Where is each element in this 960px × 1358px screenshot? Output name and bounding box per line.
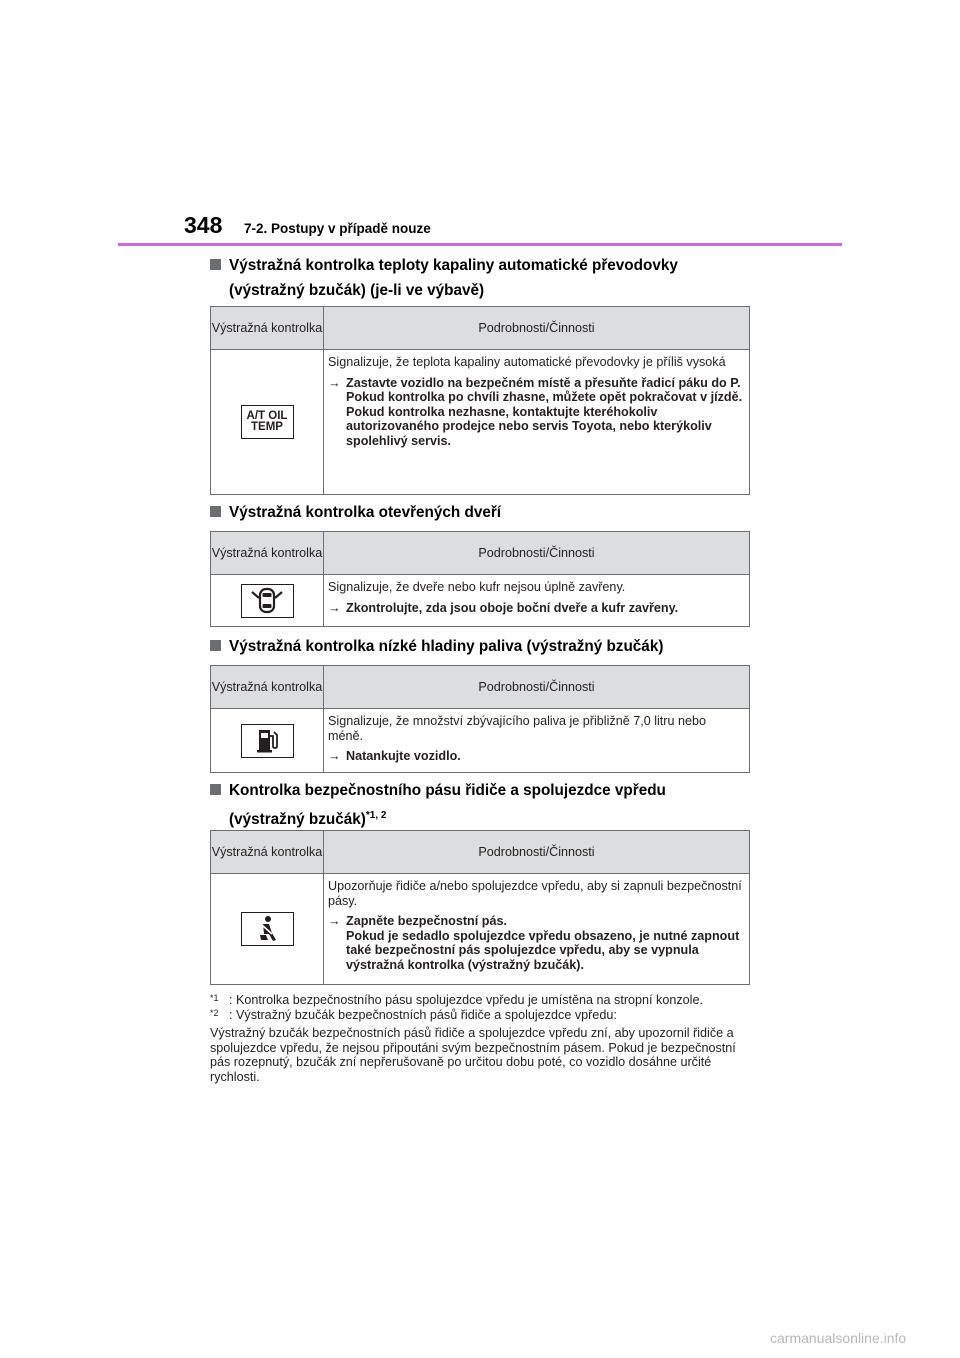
warning-table-seatbelt — [210, 830, 750, 985]
arrow-icon: → — [328, 914, 341, 928]
warning-table-open-door — [210, 531, 750, 627]
warning-table-at-oil — [210, 306, 750, 495]
bullet-square-icon — [210, 640, 221, 651]
bullet-square-icon — [210, 259, 221, 270]
details-cell — [324, 575, 750, 627]
arrow-icon: → — [328, 749, 341, 763]
open-door-icon — [241, 584, 294, 618]
footnote-text: : Kontrolka bezpečnostního pásu spolujezdce vpředu je umístěna na stropní konzole. — [229, 993, 703, 1007]
footnote — [210, 1008, 755, 1023]
action-text — [328, 601, 743, 616]
description-text: Upozorňuje řidiče a/nebo spolujezdce vpředu, aby si zapnuli bezpečnostní pásy. — [328, 879, 742, 908]
column-header-details: Podrobnosti/Činnosti — [324, 831, 750, 874]
icon-cell — [211, 575, 324, 627]
section-heading-seatbelt — [210, 778, 770, 832]
body-paragraph: Výstražný bzučák bezpečnostních pásů řidiče a spolujezdce vpředu zní, aby upozornil řidiče a spolujezdce vpředu, že nejsou připoutáni svým bezpečnostním pásem. Pokud je bezpečnostní pás rozepnutý, bzučák zní nepřerušovaně po určitou dobu poté, co vozidlo dosáhne určité rychlosti. — [210, 1026, 736, 1084]
icon-cell — [211, 709, 324, 773]
description-text: Signalizuje, že teplota kapaliny automatické převodovky je příliš vysoká — [328, 355, 726, 369]
action-text — [328, 914, 743, 972]
chapter-title: 7-2. Postupy v případě nouze — [244, 221, 431, 236]
footnote-reference: *1, 2 — [365, 810, 387, 821]
heading-line: Výstražná kontrolka teploty kapaliny automatické převodovky — [229, 257, 678, 274]
description-text: Signalizuje, že množství zbývajícího paliva je přibližně 7,0 litru nebo méně. — [328, 714, 707, 743]
column-header-light: Výstražná kontrolka — [211, 666, 324, 709]
heading-line — [210, 803, 770, 832]
icon-text: TEMP — [251, 421, 283, 433]
header-rule — [118, 243, 842, 246]
arrow-icon: → — [328, 600, 341, 615]
action-line: Natankujte vozidlo. — [346, 749, 461, 763]
column-header-light: Výstražná kontrolka — [211, 532, 324, 575]
action-line: Pokud je sedadlo spolujezdce vpředu obsazeno, je nutné zapnout také bezpečnostní pás spolujezdce vpředu, aby se vypnula výstražná kontrolka (výstražný bzučák). — [346, 928, 740, 972]
arrow-icon: → — [328, 375, 341, 390]
heading-line: Výstražná kontrolka otevřených dveří — [229, 504, 502, 521]
column-header-details: Podrobnosti/Činnosti — [324, 307, 750, 350]
column-header-details: Podrobnosti/Činnosti — [324, 532, 750, 575]
page-number: 348 — [184, 212, 223, 238]
column-header-light: Výstražná kontrolka — [211, 307, 324, 350]
details-cell — [324, 874, 750, 985]
action-line: Zapněte bezpečnostní pás. — [346, 914, 507, 928]
seatbelt-icon — [241, 912, 294, 946]
fuel-pump-icon — [241, 724, 294, 758]
description-text: Signalizuje, že dveře nebo kufr nejsou úplně zavřeny. — [328, 580, 626, 594]
column-header-details: Podrobnosti/Činnosti — [324, 666, 750, 709]
action-line: Zkontrolujte, zda jsou oboje boční dveře a kufr zavřeny. — [346, 600, 679, 615]
heading-line-text: (výstražný bzučák) — [229, 811, 366, 828]
action-line: Zastavte vozidlo na bezpečném místě a přesuňte řadicí páku do P. — [346, 375, 741, 390]
icon-text: A/T OIL — [246, 410, 288, 422]
heading-line: Výstražná kontrolka nízké hladiny paliva (výstražný bzučák) — [229, 638, 664, 655]
icon-cell — [211, 350, 324, 495]
heading-line: Kontrolka bezpečnostního pásu řidiče a spolujezdce vpředu — [229, 782, 666, 799]
column-header-light: Výstražná kontrolka — [211, 831, 324, 874]
bullet-square-icon — [210, 506, 221, 517]
icon-cell — [211, 874, 324, 985]
details-cell — [324, 350, 750, 495]
footnote-text: : Výstražný bzučák bezpečnostních pásů řidiče a spolujezdce vpředu: — [229, 1007, 617, 1022]
action-text — [328, 749, 743, 764]
at-oil-temp-icon — [241, 405, 294, 439]
footnote-marker: *1 — [210, 993, 219, 1003]
bullet-square-icon — [210, 784, 221, 795]
section-heading-at-oil — [210, 253, 770, 303]
footnotes — [210, 993, 755, 1084]
warning-table-low-fuel — [210, 665, 750, 773]
footnote-marker: *2 — [210, 1007, 219, 1018]
section-heading-open-door — [210, 500, 770, 525]
action-text — [328, 376, 743, 449]
section-heading-low-fuel — [210, 634, 770, 659]
watermark: carmanualsonline.info — [770, 1330, 907, 1346]
footnote — [210, 993, 755, 1008]
heading-line: (výstražný bzučák) (je-li ve výbavě) — [229, 282, 485, 299]
details-cell — [324, 709, 750, 773]
action-line: Pokud kontrolka po chvíli zhasne, můžete opět pokračovat v jízdě. Pokud kontrolka nezhasne, kontaktujte kteréhokoliv autorizovaného prodejce nebo servis Toyota, nebo kterýkoliv spolehlivý servis. — [346, 390, 743, 448]
